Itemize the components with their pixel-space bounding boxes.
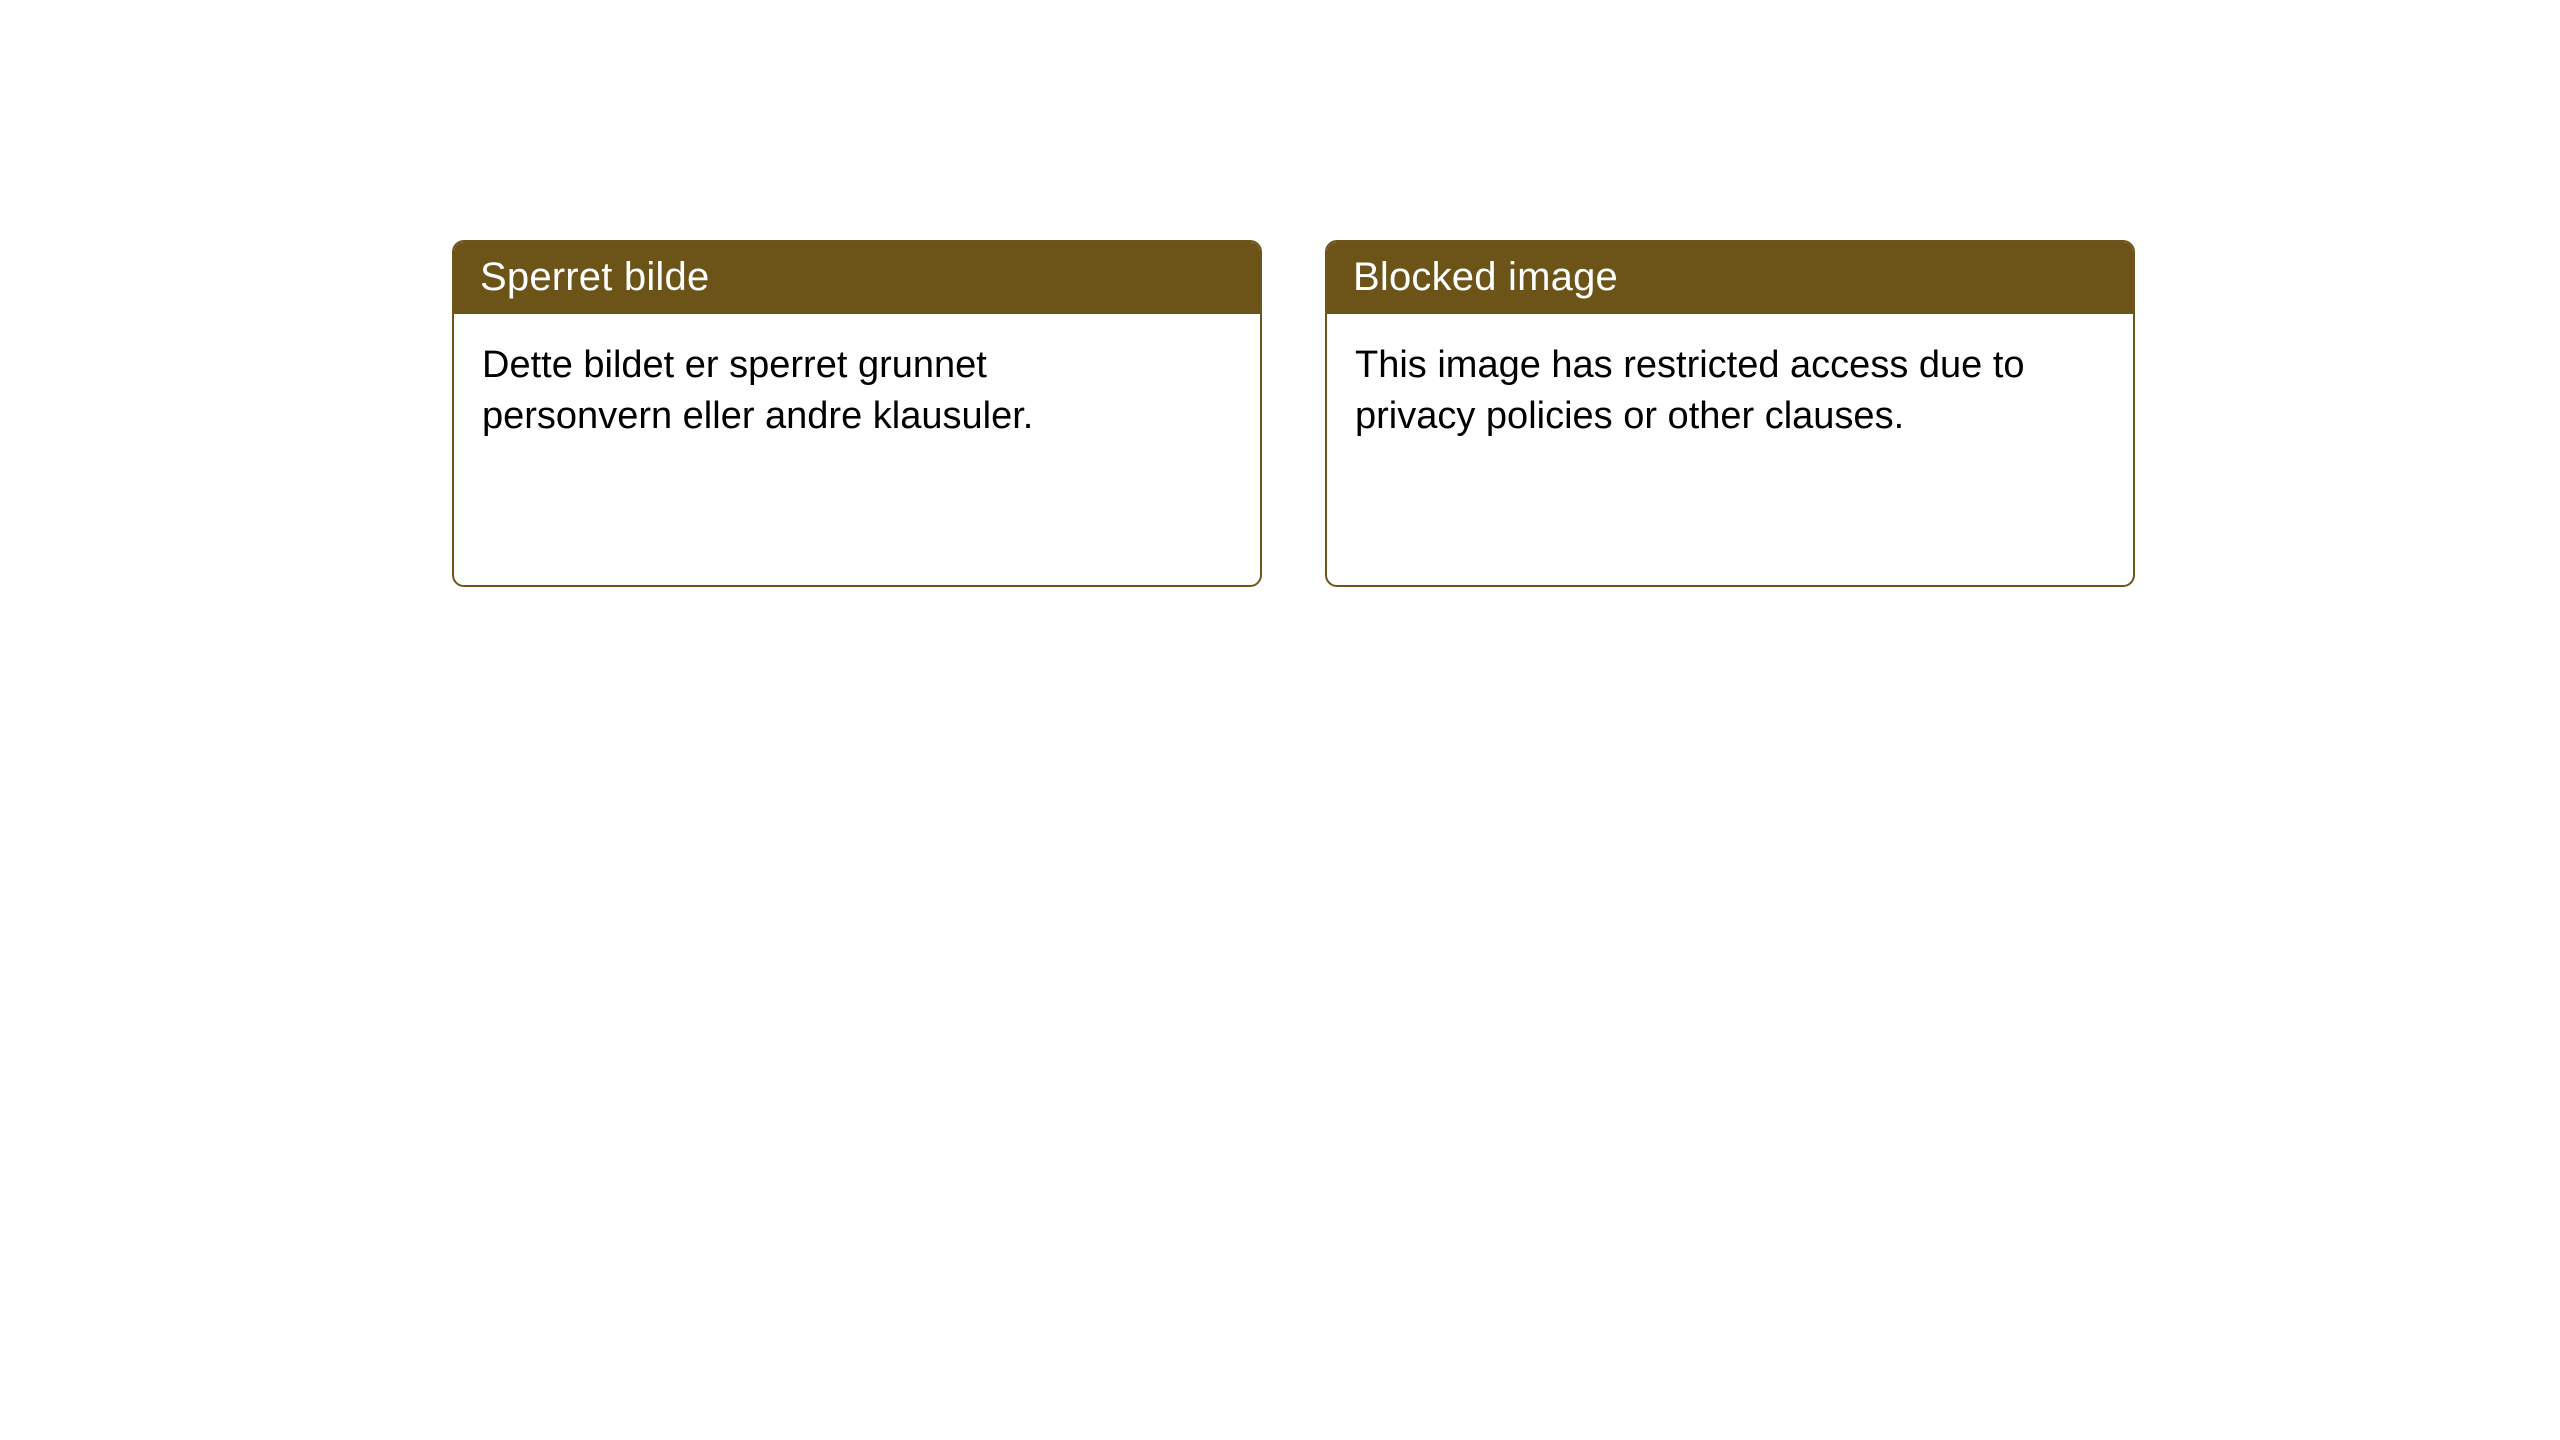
blocked-image-notice-norwegian bbox=[452, 240, 1262, 587]
notice-title: Sperret bilde bbox=[454, 242, 1260, 314]
blocked-image-notices bbox=[452, 240, 2135, 587]
notice-body bbox=[1327, 314, 2133, 585]
blocked-image-notice-english bbox=[1325, 240, 2135, 587]
notice-body-text: This image has restricted access due to privacy policies or other clauses. bbox=[1355, 344, 2025, 437]
notice-title: Blocked image bbox=[1327, 242, 2133, 314]
notice-body-text: Dette bildet er sperret grunnet personvern eller andre klausuler. bbox=[482, 344, 1034, 437]
notice-body bbox=[454, 314, 1260, 585]
